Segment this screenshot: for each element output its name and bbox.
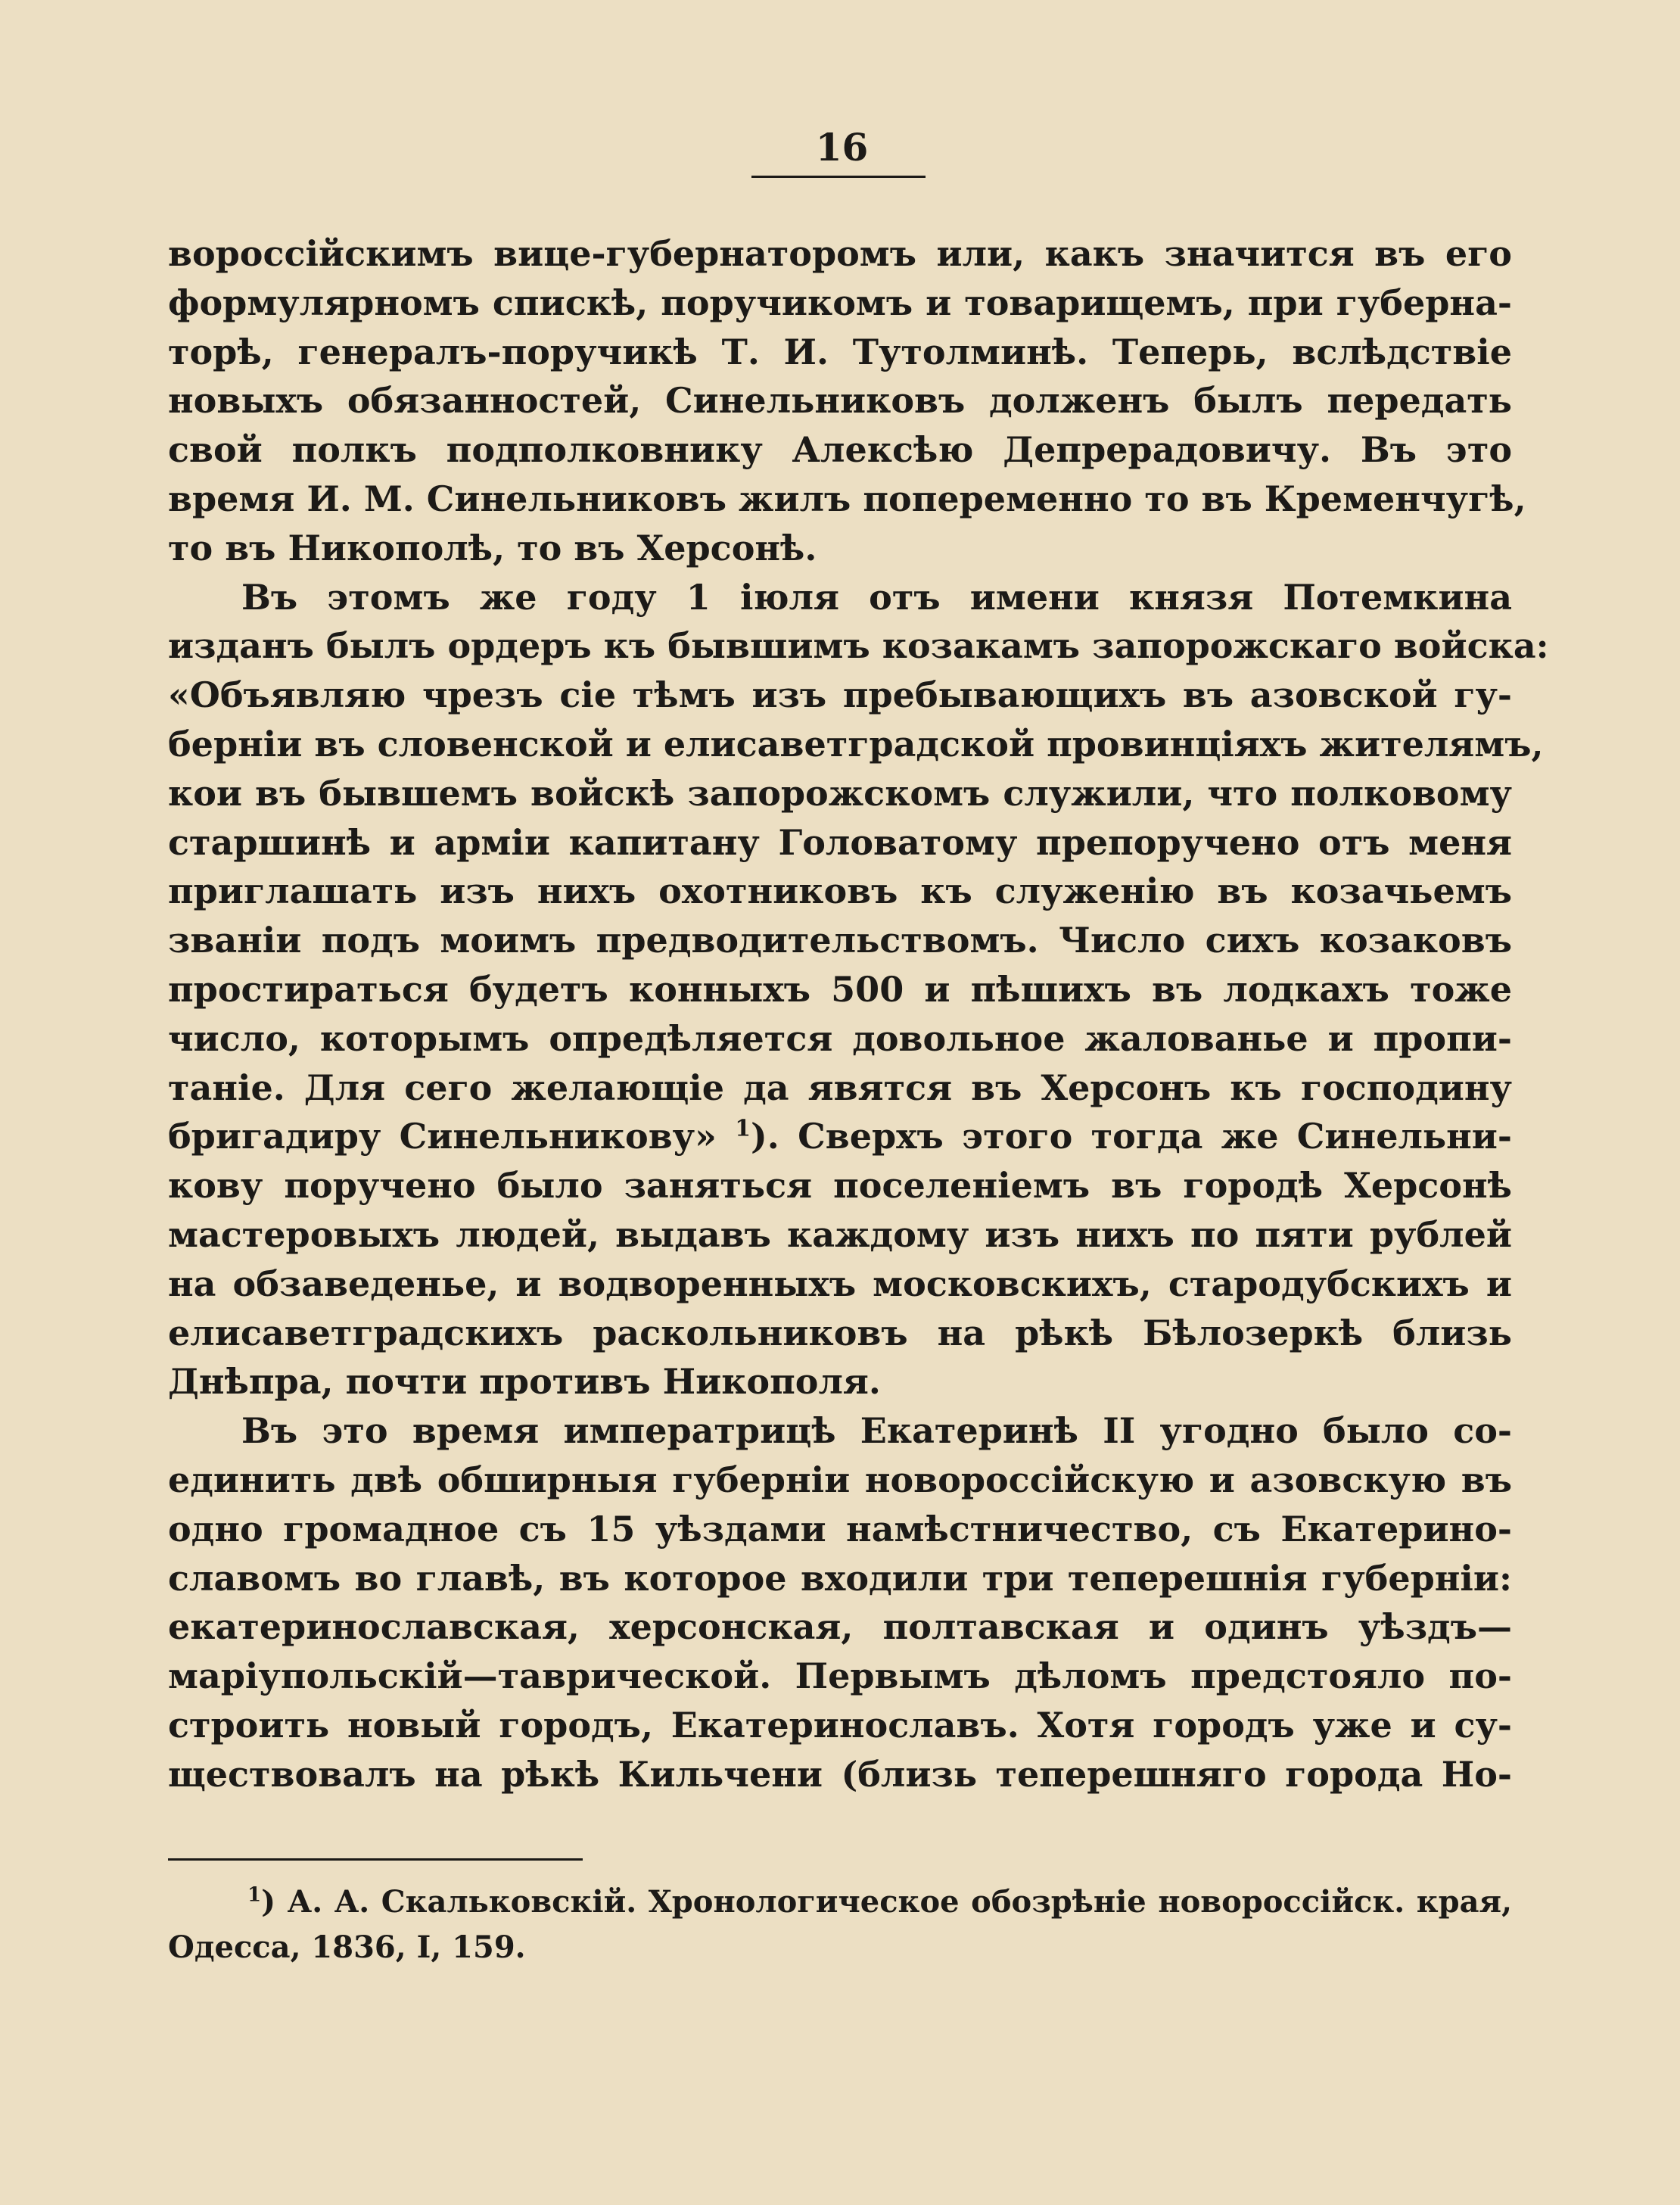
text-line: приглашать изъ нихъ охотниковъ къ служенію въ козачьемъ: [168, 870, 1512, 912]
text-line: вороссійскимъ вице-губернаторомъ или, какъ значится въ его: [168, 233, 1512, 274]
text-line: свой полкъ подполковнику Алексѣю Депрерадовичу. Въ это: [168, 429, 1512, 471]
text-line: простираться будетъ конныхъ 500 и пѣшихъ въ лодкахъ тоже: [168, 968, 1512, 1010]
text-line: Днѣпра, почти противъ Никополя.: [168, 1361, 881, 1403]
text-line: торѣ, генералъ-поручикѣ Т. И. Тутолминѣ. Теперь, вслѣдствіе: [168, 331, 1512, 372]
text-line: новыхъ обязанностей, Синельниковъ долженъ былъ передать: [168, 380, 1512, 422]
footnote-text: ) А. А. Скальковскій. Хронологическое обозрѣніе новороссійск. края,: [261, 1884, 1512, 1920]
body-text: [168, 229, 1549, 1799]
text-line: ществовалъ на рѣкѣ Кильчени (близь теперешняго города Но-: [168, 1753, 1512, 1795]
page-number: 16: [815, 125, 869, 170]
footnote-reference[interactable]: 1: [735, 1116, 751, 1143]
footnote-line: [168, 1880, 1512, 1925]
text-line: строить новый городъ, Екатеринославъ. Хотя городъ уже и су-: [168, 1704, 1512, 1746]
text-line-with-footnote: [168, 1112, 1512, 1161]
text-line: кои въ бывшемъ войскѣ запорожскомъ служили, что полковому: [168, 772, 1512, 814]
text-line: время И. М. Синельниковъ жилъ попеременно то въ Кременчугѣ,: [168, 478, 1526, 519]
text-line: одно громадное съ 15 уѣздами намѣстничество, съ Екатерино-: [168, 1508, 1512, 1549]
text-line: мастеровыхъ людей, выдавъ каждому изъ нихъ по пяти рублей: [168, 1213, 1512, 1255]
text-line: число, которымъ опредѣляется довольное жалованье и пропи-: [168, 1017, 1512, 1059]
text-line: славомъ во главѣ, въ которое входили три теперешнія губерніи:: [168, 1557, 1512, 1599]
text-line: на обзаведенье, и водворенныхъ московскихъ, стародубскихъ и: [168, 1263, 1512, 1304]
text-line: единить двѣ обширныя губерніи новороссійскую и азовскую въ: [168, 1459, 1512, 1500]
footnote-marker: 1: [247, 1883, 262, 1907]
paragraph-start-line: Въ этомъ же году 1 іюля отъ имени князя Потемкина: [241, 576, 1512, 618]
text-segment: бригадиру Синельникову»: [168, 1116, 717, 1157]
footnote-line: Одесса, 1836, I, 159.: [168, 1929, 526, 1965]
paragraph-start-line: Въ это время императрицѣ Екатеринѣ II угодно было со-: [241, 1410, 1512, 1452]
text-line: кову поручено было заняться поселеніемъ въ городѣ Херсонѣ: [168, 1165, 1512, 1207]
footnote-separator: [168, 1858, 583, 1861]
text-line: маріупольскій—таврической. Первымъ дѣломъ предстояло по-: [168, 1655, 1512, 1697]
footnotes: [168, 1880, 1512, 1970]
text-line: званіи подъ моимъ предводительствомъ. Число сихъ козаковъ: [168, 920, 1512, 961]
text-line: берніи въ словенской и елисаветградской провинціяхъ жителямъ,: [168, 723, 1544, 765]
text-line: старшинѣ и арміи капитану Головатому препоручено отъ меня: [168, 821, 1512, 863]
text-line: «Объявляю чрезъ сіе тѣмъ изъ пребывающихъ въ азовской гу-: [168, 674, 1512, 716]
text-line: екатеринославская, херсонская, полтавская и одинъ уѣздъ—: [168, 1606, 1512, 1648]
text-line: то въ Никополѣ, то въ Херсонѣ.: [168, 527, 817, 568]
page-number-underline: [751, 176, 926, 178]
text-line: изданъ былъ ордеръ къ бывшимъ козакамъ запорожскаго войска:: [168, 625, 1549, 667]
text-line: таніе. Для сего желающіе да явятся въ Херсонъ къ господину: [168, 1067, 1512, 1108]
text-line: елисаветградскихъ раскольниковъ на рѣкѣ Бѣлозеркѣ близь: [168, 1312, 1512, 1353]
text-line: формулярномъ спискѣ, поручикомъ и товарищемъ, при губерна-: [168, 282, 1512, 323]
text-segment: ). Сверхъ этого тогда же Синельни-: [751, 1116, 1513, 1157]
